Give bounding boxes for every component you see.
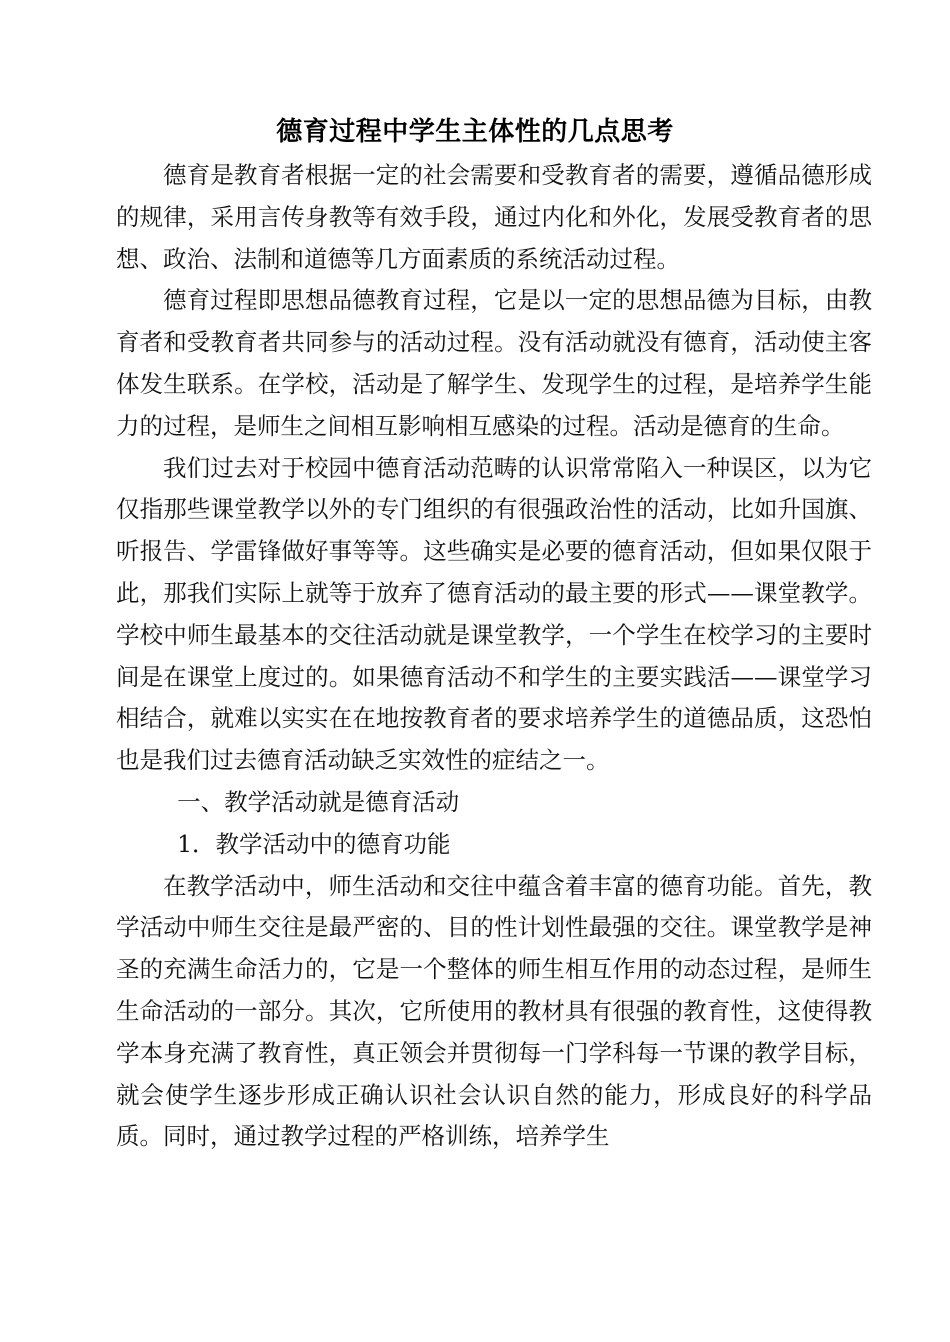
document-title: 德育过程中学生主体性的几点思考 [276,117,674,147]
document-body [116,155,872,1158]
body-paragraph-3: 我们过去对于校园中德育活动范畴的认识常常陷入一种误区，以为它仅指那些课堂教学以外的专门组织的有很强政治性的活动，比如升国旗、听报告、学雷锋做好事等等。这些确实是必要的德育活动，但如果仅限于此，那我们实际上就等于放弃了德育活动的最主要的形式——课堂教学。学校中师生最基本的交往活动就是课堂教学，一个学生在校学习的主要时间是在课堂上度过的。如果德育活动不和学生的主要实践活——课堂学习相结合，就难以实实在在地按教育者的要求培养学生的道德品质，这恐怕也是我们过去德育活动缺乏实效性的症结之一。 [116,453,872,775]
section-heading: 一、教学活动就是德育活动 [177,787,460,816]
body-paragraph-1: 德育是教育者根据一定的社会需要和受教育者的需要，遵循品德形成的规律，采用言传身教等有效手段，通过内化和外化，发展受教育者的思想、政治、法制和道德等几方面素质的系统活动过程。 [116,161,872,273]
body-paragraph-4: 在教学活动中，师生活动和交往中蕴含着丰富的德育功能。首先，教学活动中师生交往是最严密的、目的性计划性最强的交往。课堂教学是神圣的充满生命活力的，它是一个整体的师生相互作用的动态过程，是师生生命活动的一部分。其次，它所使用的教材具有很强的教育性，这使得教学本身充满了教育性，真正领会并贯彻每一门学科每一节课的教学目标，就会使学生逐步形成正确认识社会认识自然的能力，形成良好的科学品质。同时，通过教学过程的严格训练，培养学生 [116,871,872,1151]
subsection-heading: 1．教学活动中的德育功能 [177,829,451,858]
body-paragraph-2: 德育过程即思想品德教育过程，它是以一定的思想品德为目标，由教育者和受教育者共同参与的活动过程。没有活动就没有德育，活动使主客体发生联系。在学校，活动是了解学生、发现学生的过程，是培养学生能力的过程，是师生之间相互影响相互感染的过程。活动是德育的生命。 [116,286,872,440]
